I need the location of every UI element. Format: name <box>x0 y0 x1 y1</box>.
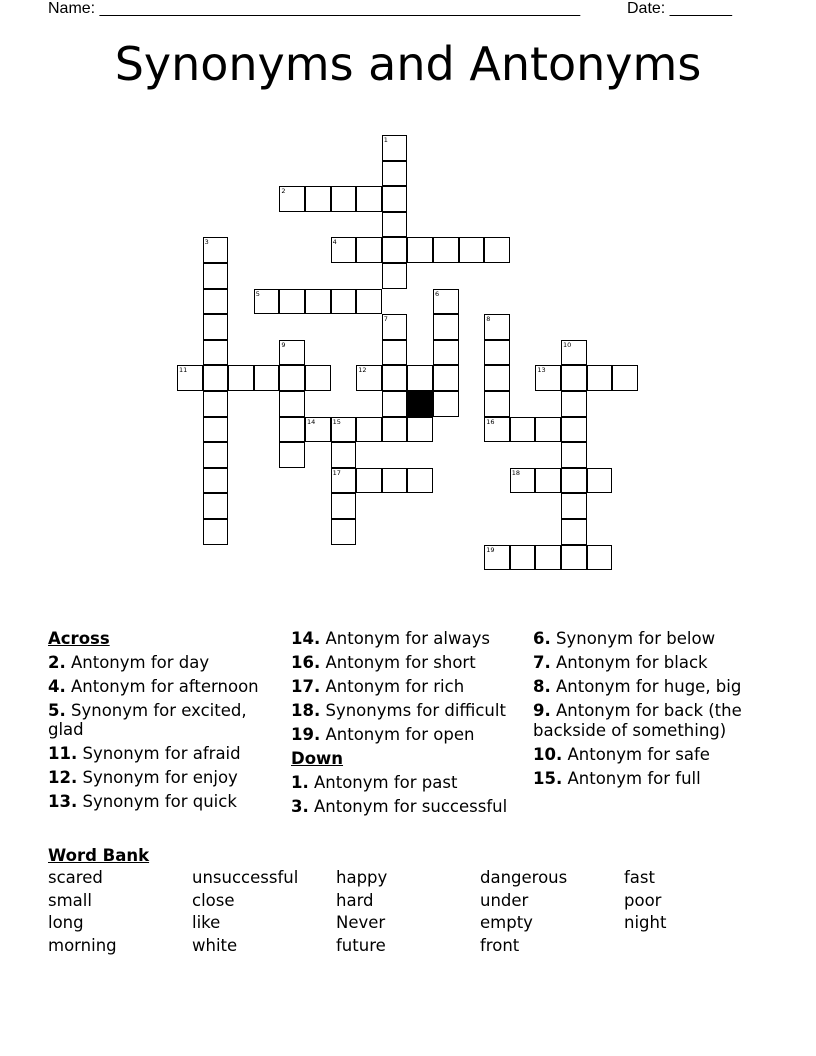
grid-cell[interactable] <box>484 417 510 443</box>
grid-cell[interactable] <box>382 237 408 263</box>
grid-cell[interactable] <box>535 417 561 443</box>
grid-cell[interactable] <box>203 519 229 545</box>
word-bank-word: morning <box>48 935 117 955</box>
grid-cell[interactable] <box>382 365 408 391</box>
clues-column-3 <box>533 629 773 793</box>
grid-cell[interactable] <box>535 545 561 571</box>
grid-cell[interactable] <box>331 519 357 545</box>
across-clue: 19. Antonym for open <box>291 725 475 744</box>
grid-cell[interactable] <box>356 186 382 212</box>
grid-cell[interactable] <box>433 340 459 366</box>
grid-block-cell <box>407 391 433 417</box>
grid-cell[interactable] <box>561 519 587 545</box>
across-clue: 17. Antonym for rich <box>291 677 465 696</box>
across-clue: 14. Antonym for always <box>291 629 490 648</box>
across-clue: 2. Antonym for day <box>48 652 210 672</box>
across-clue: 12. Synonym for enjoy <box>48 768 238 787</box>
across-clue: 11. Synonym for afraid <box>48 744 241 763</box>
word-bank-word: like <box>192 913 221 932</box>
grid-cell[interactable] <box>356 237 382 263</box>
grid-cell[interactable] <box>587 545 613 571</box>
grid-cell[interactable] <box>203 417 229 443</box>
grid-cell[interactable] <box>356 417 382 443</box>
cell-number: 7 <box>383 315 388 324</box>
cell-number: 1 <box>383 136 388 144</box>
down-clue: 9. Antonym for back (the backside of something) <box>533 701 742 740</box>
grid-cell[interactable] <box>203 365 229 391</box>
grid-cell[interactable] <box>484 391 510 417</box>
grid-cell[interactable] <box>612 365 638 391</box>
grid-cell[interactable] <box>203 442 229 468</box>
grid-cell[interactable] <box>331 493 357 519</box>
grid-cell[interactable] <box>382 314 408 340</box>
word-bank-word: fast <box>624 868 655 887</box>
grid-cell[interactable] <box>331 468 357 494</box>
cell-number: 4 <box>332 238 337 247</box>
down-clue: 1. Antonym for past <box>291 772 458 792</box>
word-bank-word: dangerous <box>480 868 568 887</box>
grid-cell[interactable] <box>279 417 305 443</box>
word-bank <box>48 868 768 955</box>
grid-cell[interactable] <box>305 417 331 443</box>
word-bank-word: white <box>192 935 238 955</box>
word-bank-word: hard <box>336 890 374 910</box>
cell-number: 12 <box>358 366 367 375</box>
grid-cell[interactable] <box>331 237 357 263</box>
grid-cell[interactable] <box>203 289 229 315</box>
grid-cell[interactable] <box>484 545 510 571</box>
grid-cell[interactable] <box>587 468 613 494</box>
word-bank-word: long <box>48 913 84 932</box>
word-bank-word: poor <box>624 890 662 910</box>
grid-cell[interactable] <box>510 417 536 443</box>
word-bank-word: small <box>48 890 92 910</box>
grid-cell[interactable] <box>177 365 203 391</box>
grid-cell[interactable] <box>510 545 536 571</box>
down-clue: 10. Antonym for safe <box>533 744 710 764</box>
cell-number: 9 <box>281 340 286 349</box>
grid-cell[interactable] <box>382 212 408 238</box>
name-field[interactable]: Name: ______________________________________________________ <box>48 0 581 17</box>
word-bank-word: happy <box>336 868 388 887</box>
grid-cell[interactable] <box>561 391 587 417</box>
grid-cell[interactable] <box>459 237 485 263</box>
across-heading: Across <box>48 629 110 648</box>
cell-number: 8 <box>486 315 491 324</box>
grid-cell[interactable] <box>382 417 408 443</box>
grid-cell[interactable] <box>356 468 382 494</box>
word-bank-word: night <box>624 913 667 932</box>
down-clue: 15. Antonym for full <box>533 768 701 788</box>
cell-number: 5 <box>255 289 260 298</box>
grid-cell[interactable] <box>382 161 408 187</box>
grid-cell[interactable] <box>561 365 587 391</box>
down-clue: 6. Synonym for below <box>533 629 716 648</box>
grid-cell[interactable] <box>484 365 510 391</box>
cell-number: 16 <box>486 417 495 426</box>
cell-number: 6 <box>435 289 440 298</box>
grid-cell[interactable] <box>305 365 331 391</box>
grid-cell[interactable] <box>254 365 280 391</box>
down-clue: 8. Antonym for huge, big <box>533 677 742 696</box>
grid-cell[interactable] <box>331 417 357 443</box>
grid-cell[interactable] <box>203 468 229 494</box>
grid-cell[interactable] <box>203 263 229 289</box>
grid-cell[interactable] <box>382 340 408 366</box>
grid-cell[interactable] <box>407 237 433 263</box>
grid-cell[interactable] <box>407 417 433 443</box>
word-bank-word: scared <box>48 868 103 887</box>
grid-cell[interactable] <box>382 135 408 161</box>
down-clue: 3. Antonym for successful <box>291 796 508 816</box>
grid-cell[interactable] <box>203 314 229 340</box>
cell-number: 15 <box>332 417 341 426</box>
grid-cell[interactable] <box>279 442 305 468</box>
grid-cell[interactable] <box>407 365 433 391</box>
grid-cell[interactable] <box>279 340 305 366</box>
across-clue: 16. Antonym for short <box>291 653 476 672</box>
cell-number: 19 <box>486 545 495 554</box>
grid-cell[interactable] <box>510 468 536 494</box>
grid-cell[interactable] <box>433 365 459 391</box>
cell-number: 14 <box>307 417 316 426</box>
grid-cell[interactable] <box>279 289 305 315</box>
grid-cell[interactable] <box>382 186 408 212</box>
date-field[interactable]: Date: _______ <box>627 0 732 17</box>
grid-cell[interactable] <box>382 468 408 494</box>
grid-cell[interactable] <box>433 289 459 315</box>
grid-cell[interactable] <box>484 314 510 340</box>
grid-cell[interactable] <box>561 468 587 494</box>
clues-column-1 <box>48 629 280 816</box>
word-bank-word: unsuccessful <box>192 868 299 887</box>
cell-number: 11 <box>179 366 188 375</box>
word-bank-word: under <box>480 890 529 910</box>
down-heading: Down <box>291 749 344 768</box>
grid-cell[interactable] <box>331 289 357 315</box>
cell-number: 13 <box>537 366 546 375</box>
across-clue: 5. Synonym for excited, glad <box>48 700 247 739</box>
across-clue: 18. Synonyms for difficult <box>291 701 506 720</box>
grid-cell[interactable] <box>356 365 382 391</box>
grid-cell[interactable] <box>331 442 357 468</box>
grid-cell[interactable] <box>279 365 305 391</box>
word-bank-word: front <box>480 935 520 955</box>
grid-cell[interactable] <box>561 417 587 443</box>
word-bank-heading: Word Bank <box>48 846 150 865</box>
grid-cell[interactable] <box>279 391 305 417</box>
cell-number: 17 <box>332 468 341 477</box>
grid-cell[interactable] <box>535 468 561 494</box>
across-clue: 13. Synonym for quick <box>48 792 237 811</box>
grid-cell[interactable] <box>203 340 229 366</box>
grid-cell[interactable] <box>382 263 408 289</box>
grid-cell[interactable] <box>484 237 510 263</box>
grid-cell[interactable] <box>484 340 510 366</box>
grid-cell[interactable] <box>305 186 331 212</box>
cell-number: 10 <box>563 340 572 349</box>
grid-cell[interactable] <box>203 493 229 519</box>
grid-cell[interactable] <box>407 468 433 494</box>
cell-number: 2 <box>281 187 286 196</box>
grid-cell[interactable] <box>228 365 254 391</box>
word-bank-word: empty <box>480 913 533 932</box>
grid-cell[interactable] <box>561 545 587 571</box>
clues-column-2 <box>291 629 523 821</box>
grid-cell[interactable] <box>331 186 357 212</box>
grid-cell[interactable] <box>356 289 382 315</box>
cell-number: 18 <box>511 468 521 477</box>
grid-cell[interactable] <box>203 391 229 417</box>
grid-cell[interactable] <box>561 442 587 468</box>
page-title: Synonyms and Antonyms <box>114 37 702 91</box>
word-bank-word: close <box>192 890 235 910</box>
cell-number: 3 <box>204 238 209 247</box>
grid-cell[interactable] <box>561 493 587 519</box>
grid-cell[interactable] <box>561 340 587 366</box>
grid-cell[interactable] <box>203 237 229 263</box>
grid-cell[interactable] <box>279 186 305 212</box>
grid-cell[interactable] <box>587 365 613 391</box>
grid-cell[interactable] <box>433 237 459 263</box>
word-bank-word: Never <box>336 913 386 932</box>
word-bank-word: future <box>336 935 386 955</box>
across-clue: 4. Antonym for afternoon <box>48 676 259 696</box>
down-clue: 7. Antonym for black <box>533 653 708 672</box>
grid-cell[interactable] <box>254 289 280 315</box>
grid-cell[interactable] <box>305 289 331 315</box>
grid-cell[interactable] <box>535 365 561 391</box>
grid-cell[interactable] <box>433 314 459 340</box>
grid-cell[interactable] <box>382 391 408 417</box>
grid-cell[interactable] <box>433 391 459 417</box>
